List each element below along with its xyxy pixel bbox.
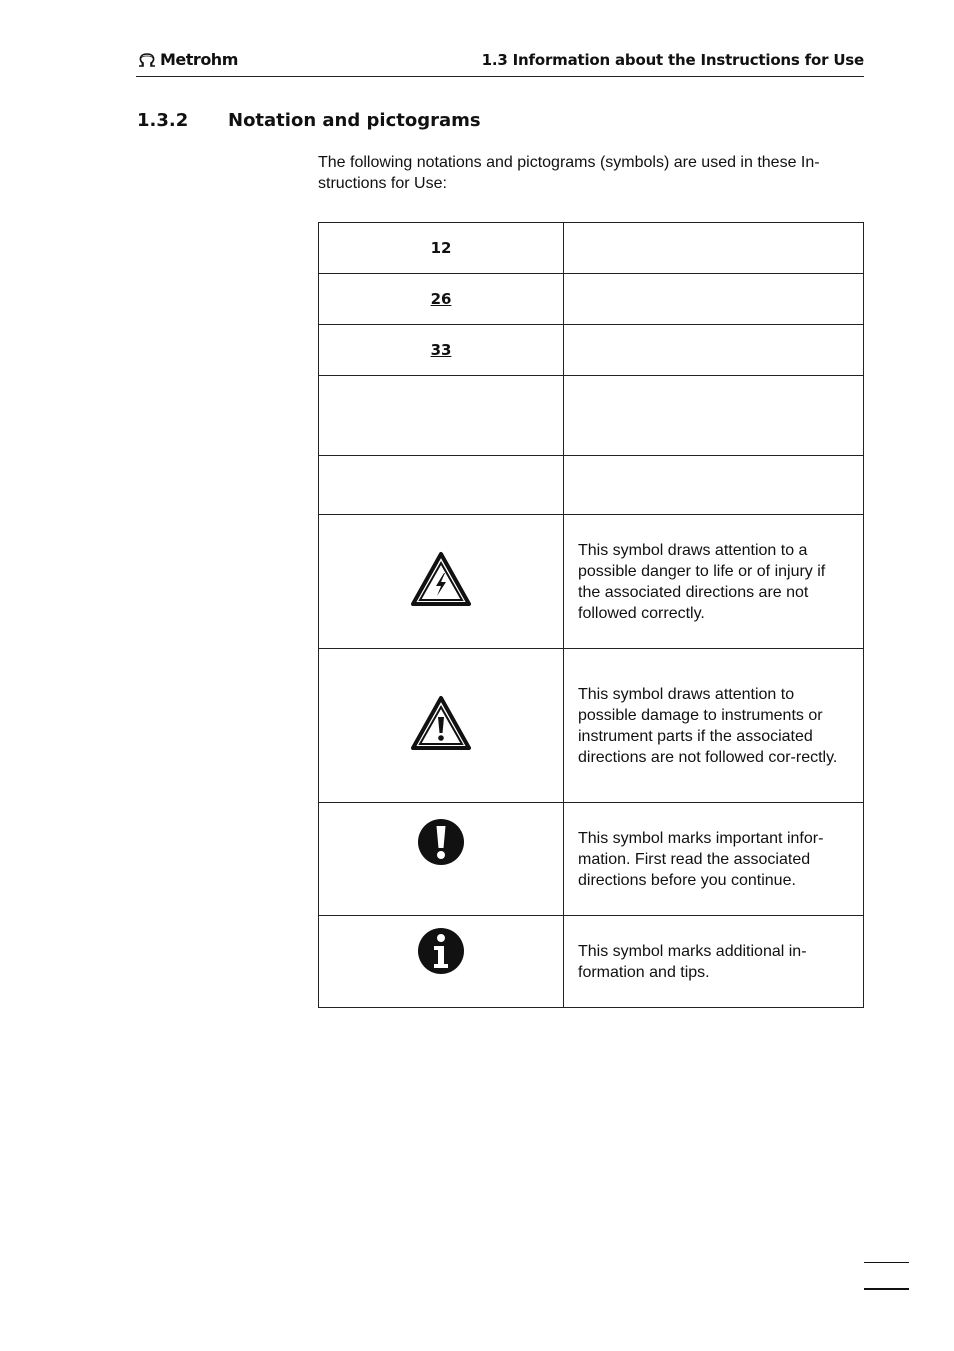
symbol-cell: [319, 803, 564, 916]
key-number: 33: [430, 340, 452, 359]
table-row: [319, 649, 864, 803]
info-icon: [417, 927, 465, 975]
key-number: 12: [430, 238, 452, 257]
table-row: [319, 916, 864, 1008]
description-cell: [564, 274, 864, 325]
footer-line-top: [864, 1262, 909, 1263]
table-row: [319, 515, 864, 649]
section-number: 1.3.2: [137, 110, 189, 131]
table-row: [319, 223, 864, 274]
footer-line-bottom: [864, 1288, 909, 1290]
section-title: Notation and pictograms: [228, 110, 481, 131]
brand-name: Metrohm: [160, 50, 238, 69]
table-row: [319, 325, 864, 376]
description-cell: [564, 456, 864, 515]
symbol-cell: [319, 515, 564, 649]
table-row: [319, 376, 864, 456]
table-row: [319, 274, 864, 325]
important-exclamation-icon: [417, 818, 465, 866]
symbol-cell: [319, 274, 564, 325]
description-cell: [564, 223, 864, 274]
brand-logo: [136, 50, 238, 69]
symbol-cell: [319, 916, 564, 1008]
table-row: [319, 456, 864, 515]
omega-logo-icon: [136, 51, 158, 69]
description-cell: This symbol draws attention to possible damage to instruments or instrument parts if the associated directions are not followed cor-rectly.: [564, 649, 864, 803]
symbol-cell: [319, 456, 564, 515]
electrical-hazard-warning-icon: [410, 551, 472, 607]
footer-rule: [864, 1262, 909, 1290]
symbol-cell: [319, 649, 564, 803]
table-row: [319, 803, 864, 916]
header-title: 1.3 Information about the Instructions for Use: [481, 51, 864, 69]
description-cell: This symbol draws attention to a possible danger to life or of injury if the associated directions are not followed correctly.: [564, 515, 864, 649]
description-cell: [564, 325, 864, 376]
symbol-cell: [319, 223, 564, 274]
description-cell: This symbol marks additional in-formation and tips.: [564, 916, 864, 1008]
page-header: [136, 48, 864, 77]
notation-table: [318, 222, 864, 1008]
intro-paragraph: The following notations and pictograms (symbols) are used in these In-structions for Use:: [318, 154, 820, 192]
general-warning-icon: [410, 695, 472, 751]
description-cell: [564, 376, 864, 456]
description-cell: This symbol marks important infor-mation. First read the associated directions before you continue.: [564, 803, 864, 916]
key-number: 26: [430, 289, 452, 308]
symbol-cell: [319, 325, 564, 376]
symbol-cell: [319, 376, 564, 456]
